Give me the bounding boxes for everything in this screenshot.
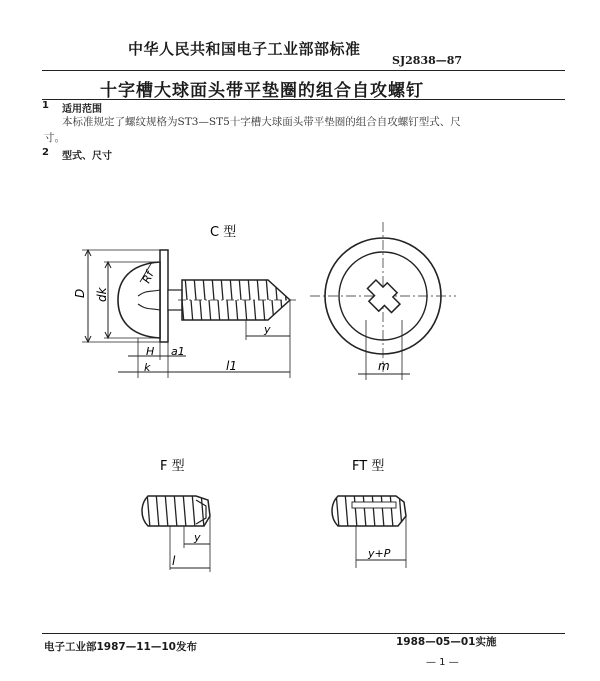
ft-type-thread xyxy=(332,496,406,526)
dim-Rf: Rf xyxy=(139,269,157,286)
type-f-label: F 型 xyxy=(160,459,185,474)
page-number: — 1 — xyxy=(426,657,459,668)
dim-l1: l1 xyxy=(226,359,237,373)
screw-head-dome xyxy=(118,262,160,338)
type-ft-label: FT 型 xyxy=(352,459,385,474)
type-c-label: C 型 xyxy=(210,225,237,240)
dim-l: l xyxy=(172,554,176,568)
dim-k: k xyxy=(144,361,151,374)
section-1-number: 1 xyxy=(42,100,49,111)
dim-m: m xyxy=(378,359,390,373)
document-title: 十字槽大球面头带平垫圈的组合自攻螺钉 xyxy=(100,81,424,101)
section-1-heading: 适用范围 xyxy=(62,104,102,115)
dim-H: H xyxy=(146,345,155,358)
standard-number: SJ2838—87 xyxy=(392,54,463,67)
dim-a1: a1 xyxy=(171,345,185,358)
washer-flange xyxy=(160,250,168,342)
dim-y-plus-p: y+P xyxy=(368,547,391,560)
section-2-number: 2 xyxy=(42,147,49,158)
issued-date: 电子工业部1987—11—10发布 xyxy=(44,641,197,653)
section-1-body-line-1: 本标准规定了螺纹规格为ST3—ST5十字槽大球面头带平垫圈的组合自攻螺钉型式、尺 xyxy=(62,116,461,128)
section-2-heading: 型式、尺寸 xyxy=(62,151,112,162)
effective-date: 1988—05—01实施 xyxy=(396,636,497,648)
dim-y-f: y xyxy=(194,531,201,544)
dim-y-c: y xyxy=(264,323,271,336)
ft-slot xyxy=(352,502,396,508)
dim-dk: dk xyxy=(95,287,109,302)
dim-D: D xyxy=(73,288,87,298)
org-title: 中华人民共和国电子工业部部标准 xyxy=(128,40,361,58)
section-1-body-line-2: 寸。 xyxy=(44,132,65,144)
